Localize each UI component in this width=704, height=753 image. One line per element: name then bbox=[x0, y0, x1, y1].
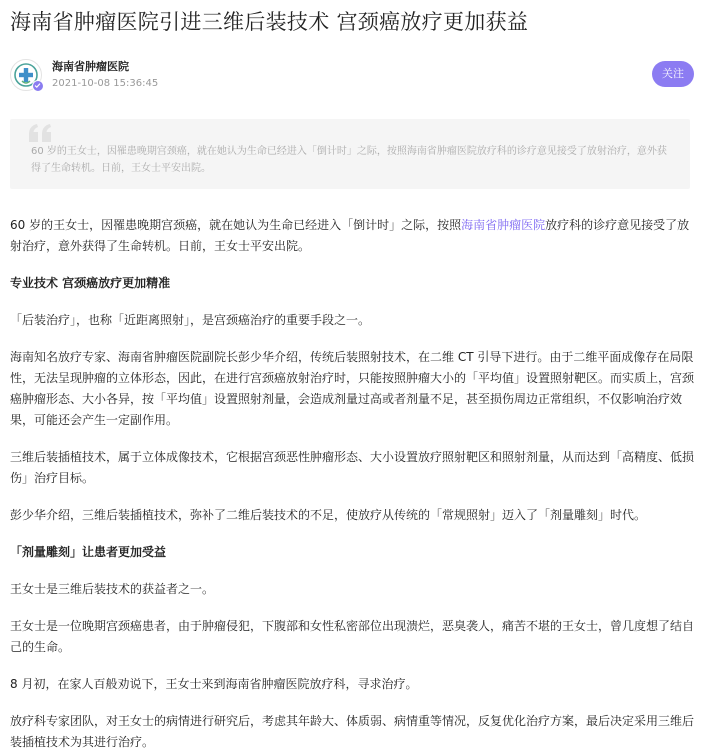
article-paragraphs bbox=[10, 273, 694, 753]
body-paragraph: 放疗科专家团队，对王女士的病情进行研究后，考虑其年龄大、体质弱、病情重等情况，反复优化治疗方案，最后决定采用三维后装插植技术为其进行治疗。 bbox=[10, 714, 695, 749]
author-name[interactable]: 海南省肿瘤医院 bbox=[52, 60, 129, 73]
article-title: 海南省肿瘤医院引进三维后装技术 宫颈癌放疗更加获益 bbox=[10, 10, 529, 34]
article-body bbox=[10, 215, 694, 753]
body-paragraph: 彭少华介绍，三维后装插植技术，弥补了二维后装技术的不足，使放疗从传统的「常规照射」迈入了「剂量雕刻」时代。 bbox=[10, 508, 647, 522]
body-paragraph: 海南知名放疗专家、海南省肿瘤医院副院长彭少华介绍，传统后装照射技术，在二维 CT 引导下进行。由于二维平面成像存在局限性，无法呈现肿瘤的立体形态，因此，在进行宫颈癌放射治疗时，只能按照肿瘤大小的「平均值」设置照射靶区。而实质上，宫颈癌肿瘤形态、大小各异，按「平均值」设置照射剂量，会造成剂量过高或者剂量不足，甚至损伤周边正常组织，不仅影响治疗效果，可能还会产生一定副作用。 bbox=[10, 350, 695, 427]
summary-text: 60 岁的王女士，因罹患晚期宫颈癌，就在她认为生命已经进入「倒计时」之际，按照海南省肿瘤医院放疗科的诊疗意见接受了放射治疗，意外获得了生命转机。日前，王女士平安出院。 bbox=[31, 146, 667, 174]
article-summary bbox=[10, 119, 690, 189]
quote-icon bbox=[27, 122, 55, 144]
body-paragraph: 王女士是三维后装技术的获益者之一。 bbox=[10, 582, 215, 596]
body-paragraph: 「后装治疗」，也称「近距离照射」，是宫颈癌治疗的重要手段之一。 bbox=[10, 313, 371, 327]
body-paragraph: 三维后装插植技术，属于立体成像技术，它根据宫颈恶性肿瘤形态、大小设置放疗照射靶区和照射剂量，从而达到「高精度、低损伤」治疗目标。 bbox=[10, 450, 695, 485]
author-avatar[interactable] bbox=[10, 59, 42, 91]
intro-text-before: 60 岁的王女士，因罹患晚期宫颈癌，就在她认为生命已经进入「倒计时」之际，按照 bbox=[10, 218, 462, 232]
follow-button[interactable]: 关注 bbox=[652, 61, 694, 87]
author-info bbox=[52, 59, 158, 91]
verified-check-icon bbox=[32, 80, 44, 92]
author-bar bbox=[10, 57, 694, 93]
intro-paragraph bbox=[10, 215, 694, 257]
body-paragraph: 王女士是一位晚期宫颈癌患者，由于肿瘤侵犯，下腹部和女性私密部位出现溃烂，恶臭袭人，痛苦不堪的王女士，曾几度想了结自己的生命。 bbox=[10, 619, 695, 654]
body-paragraph: 8 月初，在家人百般劝说下，王女士来到海南省肿瘤医院放疗科，寻求治疗。 bbox=[10, 677, 418, 691]
hospital-link[interactable]: 海南省肿瘤医院 bbox=[461, 218, 546, 232]
intro-text-after: 放疗科的诊疗意见接受了放射治疗，意外获得了生命转机。日前，王女士平安出院。 bbox=[10, 218, 690, 253]
post-timestamp: 2021-10-08 15:36:45 bbox=[52, 78, 159, 89]
section-heading: 「剂量雕刻」让患者更加受益 bbox=[10, 545, 167, 559]
section-heading: 专业技术 宫颈癌放疗更加精准 bbox=[10, 276, 171, 290]
